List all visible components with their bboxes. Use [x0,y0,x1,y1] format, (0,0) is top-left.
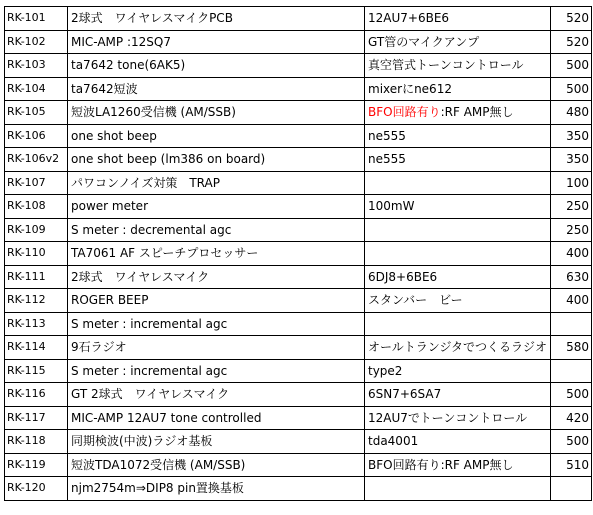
part-name-cell[interactable]: ta7642 tone(6AK5) [68,54,365,78]
part-price-cell[interactable]: 630 [550,265,591,289]
part-price-cell[interactable] [550,359,591,383]
part-id-cell[interactable]: RK-118 [5,430,68,454]
part-price-cell[interactable]: 580 [550,336,591,360]
part-name-cell[interactable]: S meter : decremental agc [68,218,365,242]
table-row [5,7,592,31]
part-id-cell[interactable]: RK-102 [5,30,68,54]
note-text: :RF AMP無し [440,105,514,120]
part-price-cell[interactable]: 480 [550,101,591,125]
table-row [5,30,592,54]
part-note-cell[interactable]: 12AU7でトーンコントロール [365,406,551,430]
table-row [5,77,592,101]
table-row [5,336,592,360]
part-name-cell[interactable]: 2球式 ワイヤレスマイク [68,265,365,289]
part-price-cell[interactable]: 100 [550,171,591,195]
part-note-cell[interactable]: tda4001 [365,430,551,454]
part-name-cell[interactable]: 9石ラジオ [68,336,365,360]
part-name-cell[interactable]: MIC-AMP :12SQ7 [68,30,365,54]
part-id-cell[interactable]: RK-109 [5,218,68,242]
part-price-cell[interactable]: 350 [550,124,591,148]
table-row [5,477,592,501]
table-row [5,195,592,219]
part-id-cell[interactable]: RK-103 [5,54,68,78]
part-id-cell[interactable]: RK-106v2 [5,148,68,172]
part-name-cell[interactable]: 同期検波(中波)ラジオ基板 [68,430,365,454]
part-name-cell[interactable]: MIC-AMP 12AU7 tone controlled [68,406,365,430]
part-note-cell[interactable] [365,101,551,125]
part-id-cell[interactable]: RK-106 [5,124,68,148]
table-row [5,171,592,195]
table-row [5,242,592,266]
part-id-cell[interactable]: RK-112 [5,289,68,313]
part-price-cell[interactable]: 500 [550,430,591,454]
table-row [5,265,592,289]
table-row [5,312,592,336]
part-price-cell[interactable]: 500 [550,383,591,407]
part-note-cell[interactable]: 12AU7+6BE6 [365,7,551,31]
part-price-cell[interactable]: 250 [550,218,591,242]
part-name-cell[interactable]: one shot beep [68,124,365,148]
table-row [5,148,592,172]
part-price-cell[interactable]: 350 [550,148,591,172]
part-id-cell[interactable]: RK-115 [5,359,68,383]
part-name-cell[interactable]: 短波LA1260受信機 (AM/SSB) [68,101,365,125]
part-note-cell[interactable]: スタンバー ビー [365,289,551,313]
note-highlight-text: BFO回路有り [368,105,441,120]
part-price-cell[interactable]: 500 [550,54,591,78]
part-name-cell[interactable]: njm2754m⇒DIP8 pin置換基板 [68,477,365,501]
part-name-cell[interactable]: パワコンノイズ対策 TRAP [68,171,365,195]
part-id-cell[interactable]: RK-110 [5,242,68,266]
table-row [5,406,592,430]
part-price-cell[interactable]: 500 [550,77,591,101]
part-price-cell[interactable]: 520 [550,7,591,31]
parts-table [4,6,592,501]
part-name-cell[interactable]: ROGER BEEP [68,289,365,313]
part-name-cell[interactable]: S meter : incremental agc [68,312,365,336]
table-row [5,54,592,78]
table-row [5,289,592,313]
part-price-cell[interactable]: 420 [550,406,591,430]
part-note-cell[interactable] [365,218,551,242]
part-note-cell[interactable] [365,477,551,501]
part-id-cell[interactable]: RK-111 [5,265,68,289]
table-row [5,383,592,407]
part-id-cell[interactable]: RK-120 [5,477,68,501]
part-name-cell[interactable]: GT 2球式 ワイヤレスマイク [68,383,365,407]
table-row [5,430,592,454]
parts-table-body [5,7,592,501]
part-id-cell[interactable]: RK-113 [5,312,68,336]
part-id-cell[interactable]: RK-104 [5,77,68,101]
part-id-cell[interactable]: RK-119 [5,453,68,477]
part-name-cell[interactable]: S meter : incremental agc [68,359,365,383]
part-price-cell[interactable] [550,312,591,336]
table-row [5,101,592,125]
part-note-cell[interactable] [365,171,551,195]
part-note-cell[interactable]: 6DJ8+6BE6 [365,265,551,289]
part-note-cell[interactable]: 100mW [365,195,551,219]
part-name-cell[interactable]: TA7061 AF スピーチプロセッサー [68,242,365,266]
part-id-cell[interactable]: RK-107 [5,171,68,195]
part-name-cell[interactable]: ta7642短波 [68,77,365,101]
part-note-cell[interactable]: 6SN7+6SA7 [365,383,551,407]
part-note-cell[interactable]: mixerにne612 [365,77,551,101]
part-name-cell[interactable]: 2球式 ワイヤレスマイクPCB [68,7,365,31]
part-note-cell[interactable]: ne555 [365,124,551,148]
part-name-cell[interactable]: power meter [68,195,365,219]
part-name-cell[interactable]: 短波TDA1072受信機 (AM/SSB) [68,453,365,477]
part-id-cell[interactable]: RK-117 [5,406,68,430]
part-note-cell[interactable]: 真空管式トーンコントロール [365,54,551,78]
part-id-cell[interactable]: RK-108 [5,195,68,219]
part-note-cell[interactable]: オールトランジタでつくるラジオ [365,336,551,360]
table-row [5,453,592,477]
part-name-cell[interactable]: one shot beep (lm386 on board) [68,148,365,172]
part-id-cell[interactable]: RK-101 [5,7,68,31]
part-id-cell[interactable]: RK-105 [5,101,68,125]
part-id-cell[interactable]: RK-116 [5,383,68,407]
part-note-cell[interactable] [365,312,551,336]
part-price-cell[interactable]: 510 [550,453,591,477]
part-price-cell[interactable]: 400 [550,242,591,266]
part-id-cell[interactable]: RK-114 [5,336,68,360]
table-row [5,359,592,383]
part-note-cell[interactable]: GT管のマイクアンプ [365,30,551,54]
part-price-cell[interactable]: 250 [550,195,591,219]
table-row [5,124,592,148]
table-row [5,218,592,242]
part-price-cell[interactable]: 400 [550,289,591,313]
part-note-cell[interactable]: ne555 [365,148,551,172]
part-price-cell[interactable] [550,477,591,501]
part-note-cell[interactable]: type2 [365,359,551,383]
part-note-cell[interactable] [365,242,551,266]
part-note-cell[interactable]: BFO回路有り:RF AMP無し [365,453,551,477]
part-price-cell[interactable]: 520 [550,30,591,54]
